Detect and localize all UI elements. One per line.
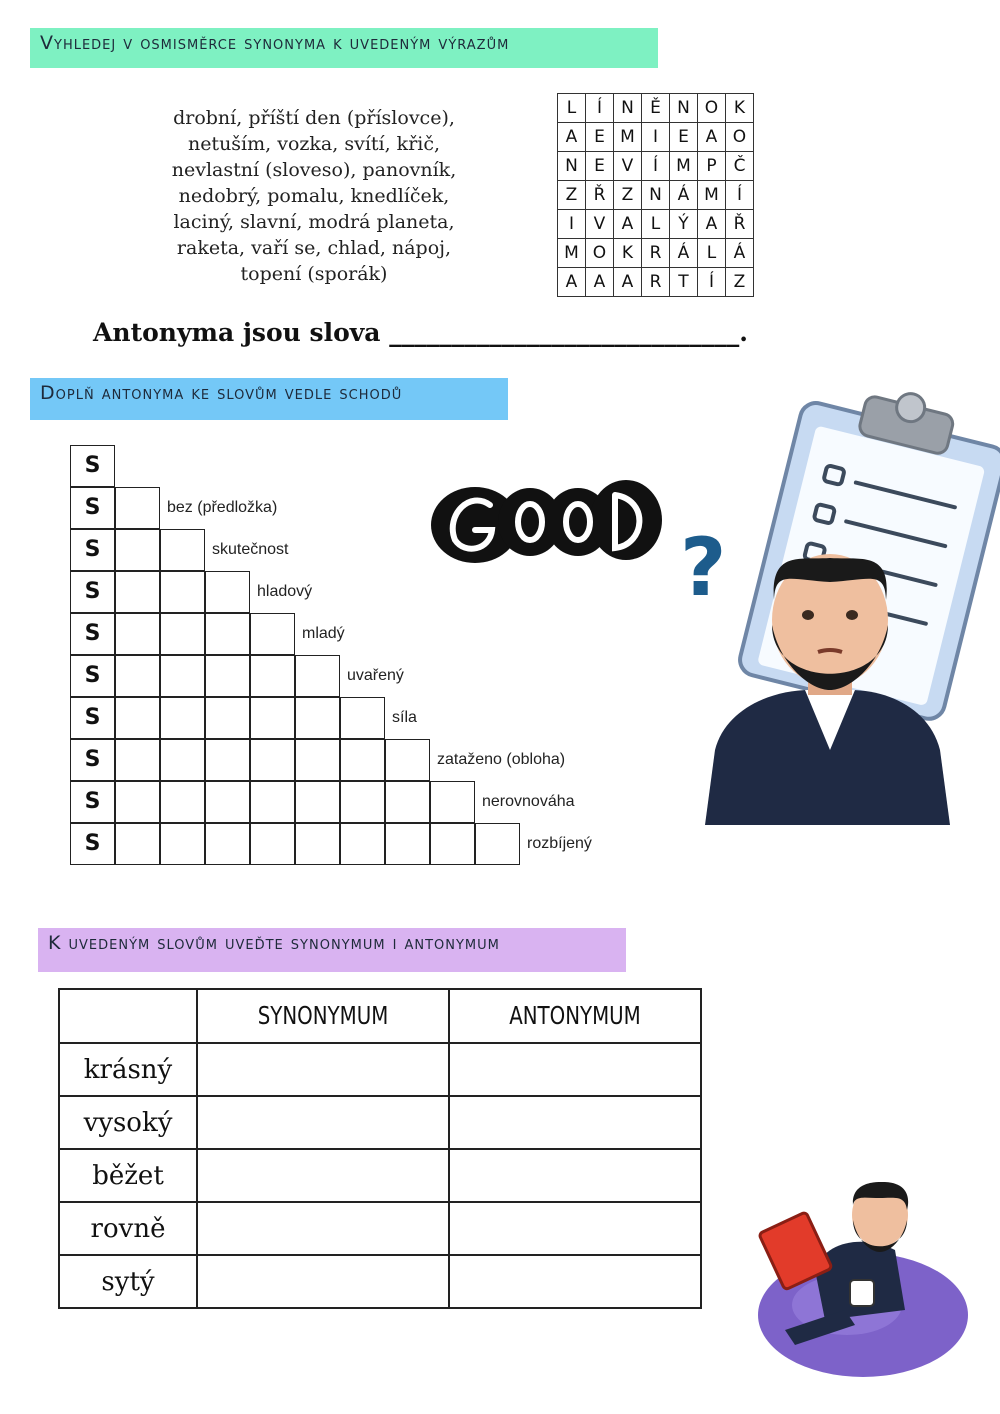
wordsearch-cell[interactable]: Á — [670, 181, 698, 210]
stair-clue-label: rozbíjený — [527, 835, 592, 852]
wordsearch-cell[interactable]: M — [670, 152, 698, 181]
wordsearch-cell[interactable]: A — [614, 268, 642, 297]
stair-answer-cell[interactable] — [205, 571, 250, 613]
wordsearch-cell[interactable]: N — [670, 94, 698, 123]
wordsearch-cell[interactable]: L — [558, 94, 586, 123]
wordsearch-cell[interactable]: E — [586, 123, 614, 152]
wordsearch-row — [558, 94, 754, 123]
stair-answer-cell[interactable] — [205, 781, 250, 823]
synonym-answer-cell[interactable] — [197, 1202, 449, 1255]
wordsearch-cell[interactable]: M — [614, 123, 642, 152]
wordsearch-cell[interactable]: V — [586, 210, 614, 239]
table-header-row — [59, 989, 701, 1043]
wordsearch-cell[interactable]: N — [614, 94, 642, 123]
wordsearch-cell[interactable]: Ř — [726, 210, 754, 239]
stair-answer-cell[interactable] — [250, 697, 295, 739]
stair-answer-cell[interactable] — [115, 781, 160, 823]
wordsearch-cell[interactable]: Ě — [642, 94, 670, 123]
stair-answer-cell[interactable] — [160, 571, 205, 613]
synonym-answer-cell[interactable] — [197, 1149, 449, 1202]
table-header-empty — [59, 985, 197, 1047]
wordsearch-cell[interactable]: A — [586, 268, 614, 297]
stair-answer-cell[interactable] — [340, 781, 385, 823]
wordsearch-cell[interactable]: O — [698, 94, 726, 123]
stair-start-letter: S — [70, 487, 115, 529]
wordsearch-cell[interactable]: N — [642, 181, 670, 210]
word-list-line: raketa, vaří se, chlad, nápoj, — [176, 237, 452, 259]
word-list-line: laciný, slavní, modrá planeta, — [173, 211, 455, 233]
stair-answer-cell[interactable] — [250, 613, 295, 655]
wordsearch-cell[interactable]: Z — [614, 181, 642, 210]
stair-start-letter: S — [70, 739, 115, 781]
stair-answer-cell[interactable] — [385, 781, 430, 823]
stair-answer-cell[interactable] — [250, 739, 295, 781]
table-word: běžet — [59, 1149, 197, 1202]
stair-answer-cell[interactable] — [475, 823, 520, 865]
stair-clue-label: skutečnost — [212, 541, 289, 558]
wordsearch-row — [558, 181, 754, 210]
stair-answer-cell[interactable] — [115, 655, 160, 697]
stair-answer-cell[interactable] — [160, 697, 205, 739]
table-word: rovně — [59, 1202, 197, 1255]
stair-answer-cell[interactable] — [340, 739, 385, 781]
stair-answer-cell[interactable] — [115, 529, 160, 571]
wordsearch-cell[interactable]: O — [586, 239, 614, 268]
wordsearch-row — [558, 268, 754, 297]
stair-answer-cell[interactable] — [430, 823, 475, 865]
wordsearch-cell[interactable]: M — [558, 239, 586, 268]
table-row — [59, 1043, 701, 1096]
wordsearch-cell[interactable]: Z — [726, 268, 754, 297]
stair-answer-cell[interactable] — [295, 655, 340, 697]
stair-start-letter: S — [70, 445, 115, 487]
table-row — [59, 1149, 701, 1202]
stair-clue-label: bez (předložka) — [167, 499, 278, 516]
wordsearch-cell[interactable]: I — [558, 210, 586, 239]
stair-start-letter: S — [70, 529, 115, 571]
stair-answer-cell[interactable] — [250, 781, 295, 823]
section-title-antonym-stairs: Doplň antonyma ke slovům vedle schodů — [30, 378, 508, 420]
wordsearch-cell[interactable]: A — [698, 123, 726, 152]
stair-answer-cell[interactable] — [115, 613, 160, 655]
wordsearch-cell[interactable]: Ř — [586, 181, 614, 210]
stair-answer-cell[interactable] — [430, 781, 475, 823]
stair-answer-cell[interactable] — [115, 487, 160, 529]
stair-answer-cell[interactable] — [160, 781, 205, 823]
wordsearch-cell[interactable]: O — [726, 123, 754, 152]
stair-answer-cell[interactable] — [160, 655, 205, 697]
wordsearch-row — [558, 210, 754, 239]
table-word: vysoký — [59, 1096, 197, 1149]
wordsearch-cell[interactable]: E — [586, 152, 614, 181]
antonym-answer-cell[interactable] — [449, 1255, 701, 1308]
stair-clue-label: mladý — [302, 625, 345, 642]
word-list-line: nevlastní (sloveso), panovník, — [171, 159, 457, 181]
stair-answer-cell[interactable] — [160, 739, 205, 781]
section-title-find-synonyms: Vyhledej v osmisměrce synonyma k uvedeným výrazům — [30, 28, 658, 68]
wordsearch-row — [558, 152, 754, 181]
synonym-answer-cell[interactable] — [197, 1255, 449, 1308]
wordsearch-cell[interactable]: A — [558, 123, 586, 152]
wordsearch-cell[interactable]: A — [558, 268, 586, 297]
stair-answer-cell[interactable] — [295, 781, 340, 823]
stair-answer-cell[interactable] — [295, 823, 340, 865]
stair-answer-cell[interactable] — [115, 571, 160, 613]
antonyma-definition-sentence[interactable]: Antonyma jsou slova ____________________________. — [93, 318, 748, 347]
synonym-answer-cell[interactable] — [197, 1096, 449, 1149]
synonym-word-list — [155, 105, 473, 287]
synonym-antonym-table — [58, 988, 702, 1309]
table-header-antonymum: ANTONYMUM — [449, 985, 701, 1047]
wordsearch-cell[interactable]: Í — [726, 181, 754, 210]
stair-clue-label: nerovnováha — [482, 793, 575, 810]
good-graffiti-icon — [430, 470, 665, 570]
question-mark-icon: ? — [680, 521, 727, 614]
wordsearch-cell[interactable]: P — [698, 152, 726, 181]
table-row — [59, 1096, 701, 1149]
antonym-answer-cell[interactable] — [449, 1202, 701, 1255]
stair-start-letter: S — [70, 655, 115, 697]
wordsearch-cell[interactable]: R — [642, 239, 670, 268]
stair-start-letter: S — [70, 613, 115, 655]
wordsearch-cell[interactable]: T — [670, 268, 698, 297]
stair-clue-label: zataženo (obloha) — [437, 751, 566, 768]
word-list-line: drobní, příští den (příslovce), — [173, 107, 455, 129]
stair-answer-cell[interactable] — [115, 697, 160, 739]
stair-start-letter: S — [70, 571, 115, 613]
wordsearch-cell[interactable]: I — [642, 123, 670, 152]
stair-start-letter: S — [70, 823, 115, 865]
stair-answer-cell[interactable] — [160, 823, 205, 865]
stair-answer-cell[interactable] — [205, 697, 250, 739]
antonym-answer-cell[interactable] — [449, 1043, 701, 1096]
antonym-answer-cell[interactable] — [449, 1096, 701, 1149]
wordsearch-cell[interactable]: Í — [586, 94, 614, 123]
stair-answer-cell[interactable] — [295, 697, 340, 739]
wordsearch-cell[interactable]: Á — [726, 239, 754, 268]
stair-answer-cell[interactable] — [340, 823, 385, 865]
wordsearch-cell[interactable]: Í — [698, 268, 726, 297]
stair-clue-label: hladový — [257, 583, 313, 600]
stair-answer-cell[interactable] — [385, 739, 430, 781]
stair-answer-cell[interactable] — [205, 655, 250, 697]
wordsearch-cell[interactable]: M — [698, 181, 726, 210]
wordsearch-cell[interactable]: N — [558, 152, 586, 181]
wordsearch-grid[interactable] — [557, 93, 754, 297]
wordsearch-row — [558, 123, 754, 152]
wordsearch-cell[interactable]: Á — [670, 239, 698, 268]
wordsearch-cell[interactable]: Z — [558, 181, 586, 210]
stair-answer-cell[interactable] — [205, 739, 250, 781]
stair-answer-cell[interactable] — [385, 823, 430, 865]
stair-answer-cell[interactable] — [295, 739, 340, 781]
word-list-line: nedobrý, pomalu, knedlíček, — [178, 185, 450, 207]
wordsearch-cell[interactable]: Ý — [670, 210, 698, 239]
table-row — [59, 1202, 701, 1255]
stair-answer-cell[interactable] — [160, 529, 205, 571]
stair-answer-cell[interactable] — [115, 823, 160, 865]
man-reading-beanbag-icon — [755, 1160, 970, 1380]
wordsearch-row — [558, 239, 754, 268]
table-word: krásný — [59, 1043, 197, 1096]
section-title-syn-ant-table: K uvedeným slovům uveďte synonymum i antonymum — [38, 928, 626, 972]
wordsearch-cell[interactable]: E — [670, 123, 698, 152]
stair-answer-cell[interactable] — [115, 739, 160, 781]
stair-clue-label: uvařený — [347, 667, 404, 684]
wordsearch-cell[interactable]: L — [698, 239, 726, 268]
wordsearch-cell[interactable]: Č — [726, 152, 754, 181]
synonym-answer-cell[interactable] — [197, 1043, 449, 1096]
wordsearch-cell[interactable]: A — [614, 210, 642, 239]
table-row — [59, 1255, 701, 1308]
stair-start-letter: S — [70, 781, 115, 823]
wordsearch-cell[interactable]: L — [642, 210, 670, 239]
wordsearch-cell[interactable]: K — [614, 239, 642, 268]
stair-answer-cell[interactable] — [205, 613, 250, 655]
stair-answer-cell[interactable] — [205, 823, 250, 865]
thinking-man-clipboard-icon — [680, 390, 1000, 830]
wordsearch-cell[interactable]: R — [642, 268, 670, 297]
table-word: sytý — [59, 1255, 197, 1308]
stair-answer-cell[interactable] — [250, 823, 295, 865]
stair-answer-cell[interactable] — [250, 655, 295, 697]
word-list-line: netuším, vozka, svítí, křič, — [187, 133, 441, 155]
word-list-line: topení (sporák) — [240, 263, 388, 285]
stair-start-letter: S — [70, 697, 115, 739]
stair-answer-cell[interactable] — [160, 613, 205, 655]
antonym-answer-cell[interactable] — [449, 1149, 701, 1202]
stair-clue-label: síla — [392, 709, 417, 726]
table-header-synonymum: SYNONYMUM — [197, 985, 449, 1047]
wordsearch-cell[interactable]: K — [726, 94, 754, 123]
wordsearch-cell[interactable]: V — [614, 152, 642, 181]
stair-answer-cell[interactable] — [340, 697, 385, 739]
wordsearch-cell[interactable]: A — [698, 210, 726, 239]
wordsearch-cell[interactable]: Í — [642, 152, 670, 181]
